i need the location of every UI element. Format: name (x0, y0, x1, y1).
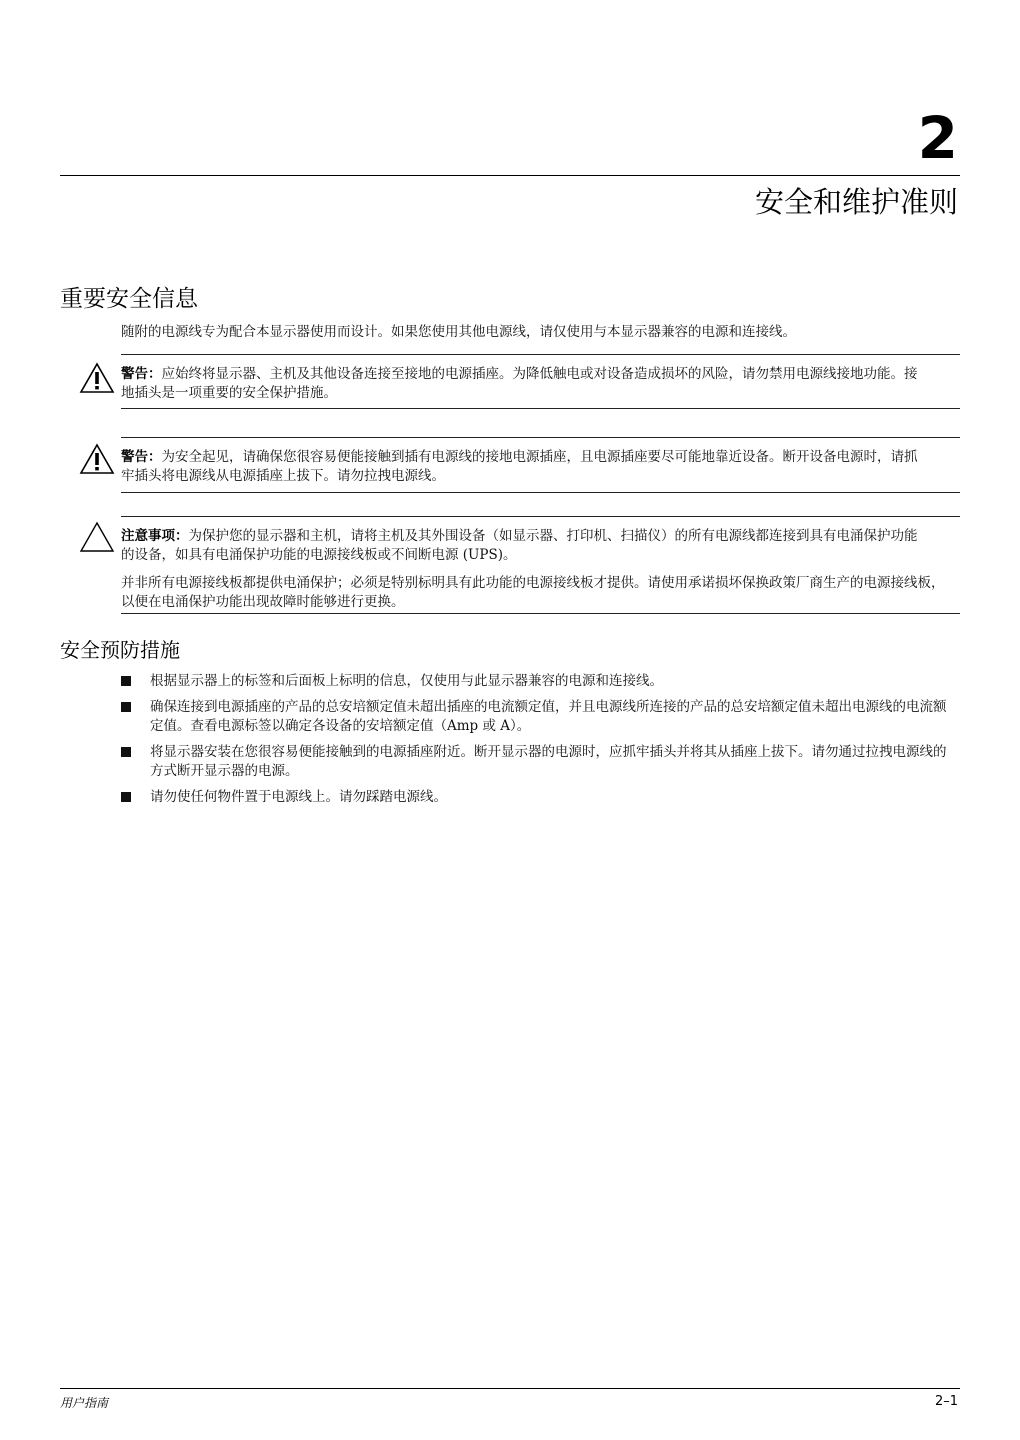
warning2-bottom-rule (121, 492, 960, 493)
warning2-notice (121, 448, 921, 486)
bullet-square-icon (121, 747, 131, 757)
list-item-text: 确保连接到电源插座的产品的总安培额定值未超出插座的电流额定值，并且电源线所连接的产品的总安培额定值未超出电源线的电流额定值。查看电源标签以确定各设备的安培额定值（Amp 或 A）。 (150, 699, 947, 734)
warning2-top-rule (121, 437, 960, 438)
warning2-label: 警告： (121, 449, 162, 465)
chapter-divider (60, 175, 960, 176)
chapter-number: 2 (917, 104, 958, 172)
caution-top-rule (121, 516, 960, 517)
warning1-text: 应始终将显示器、主机及其他设备连接至接地的电源插座。为降低触电或对设备造成损坏的风险，请勿禁用电源线接地功能。接地插头是一项重要的安全保护措施。 (121, 366, 918, 401)
bullet-square-icon (121, 792, 131, 802)
warning1-top-rule (121, 354, 960, 355)
list-item-text: 根据显示器上的标签和后面板上标明的信息，仅使用与此显示器兼容的电源和连接线。 (150, 673, 663, 689)
section-heading-safety-precautions: 安全预防措施 (60, 638, 180, 662)
caution-notice (121, 527, 921, 565)
warning-icon (79, 362, 115, 394)
bullet-square-icon (121, 676, 131, 686)
list-item (118, 788, 958, 807)
caution-bottom-rule (121, 613, 960, 614)
list-item (118, 698, 958, 736)
intro-paragraph: 随附的电源线专为配合本显示器使用而设计。如果您使用其他电源线，请仅使用与本显示器兼容的电源和连接线。 (121, 324, 796, 340)
warning1-label: 警告： (121, 366, 162, 382)
bullet-square-icon (121, 702, 131, 712)
list-item-text: 将显示器安装在您很容易便能接触到的电源插座附近。断开显示器的电源时，应抓牢插头并将其从插座上拔下。请勿通过拉拽电源线的方式断开显示器的电源。 (150, 744, 947, 779)
caution-label: 注意事项： (121, 528, 189, 544)
warning-icon (79, 443, 115, 475)
footer-document-title: 用户指南 (60, 1396, 109, 1410)
footer-divider (60, 1388, 960, 1389)
list-item-text: 请勿使任何物件置于电源线上。请勿踩踏电源线。 (150, 789, 447, 805)
section-heading-important-safety: 重要安全信息 (60, 286, 198, 312)
caution-followup: 并非所有电源接线板都提供电涌保护；必须是特别标明具有此功能的电源接线板才提供。请使用承诺损坏保换政策厂商生产的电源接线板，以便在电涌保护功能出现故障时能够进行更换。 (121, 575, 945, 610)
chapter-title: 安全和维护准则 (754, 185, 958, 219)
list-item (118, 743, 958, 781)
precautions-list (118, 672, 958, 814)
caution-text: 为保护您的显示器和主机，请将主机及其外围设备（如显示器、打印机、扫描仪）的所有电源线都连接到具有电涌保护功能的设备，如具有电涌保护功能的电源接线板或不间断电源 (UPS)。 (121, 528, 918, 563)
warning1-notice (121, 365, 921, 403)
warning2-text: 为安全起见，请确保您很容易便能接触到插有电源线的接地电源插座，且电源插座要尽可能地靠近设备。断开设备电源时，请抓牢插头将电源线从电源插座上拔下。请勿拉拽电源线。 (121, 449, 918, 484)
list-item (118, 672, 958, 691)
footer-page-number: 2–1 (934, 1394, 958, 1409)
warning1-bottom-rule (121, 408, 960, 409)
caution-icon (79, 521, 115, 553)
